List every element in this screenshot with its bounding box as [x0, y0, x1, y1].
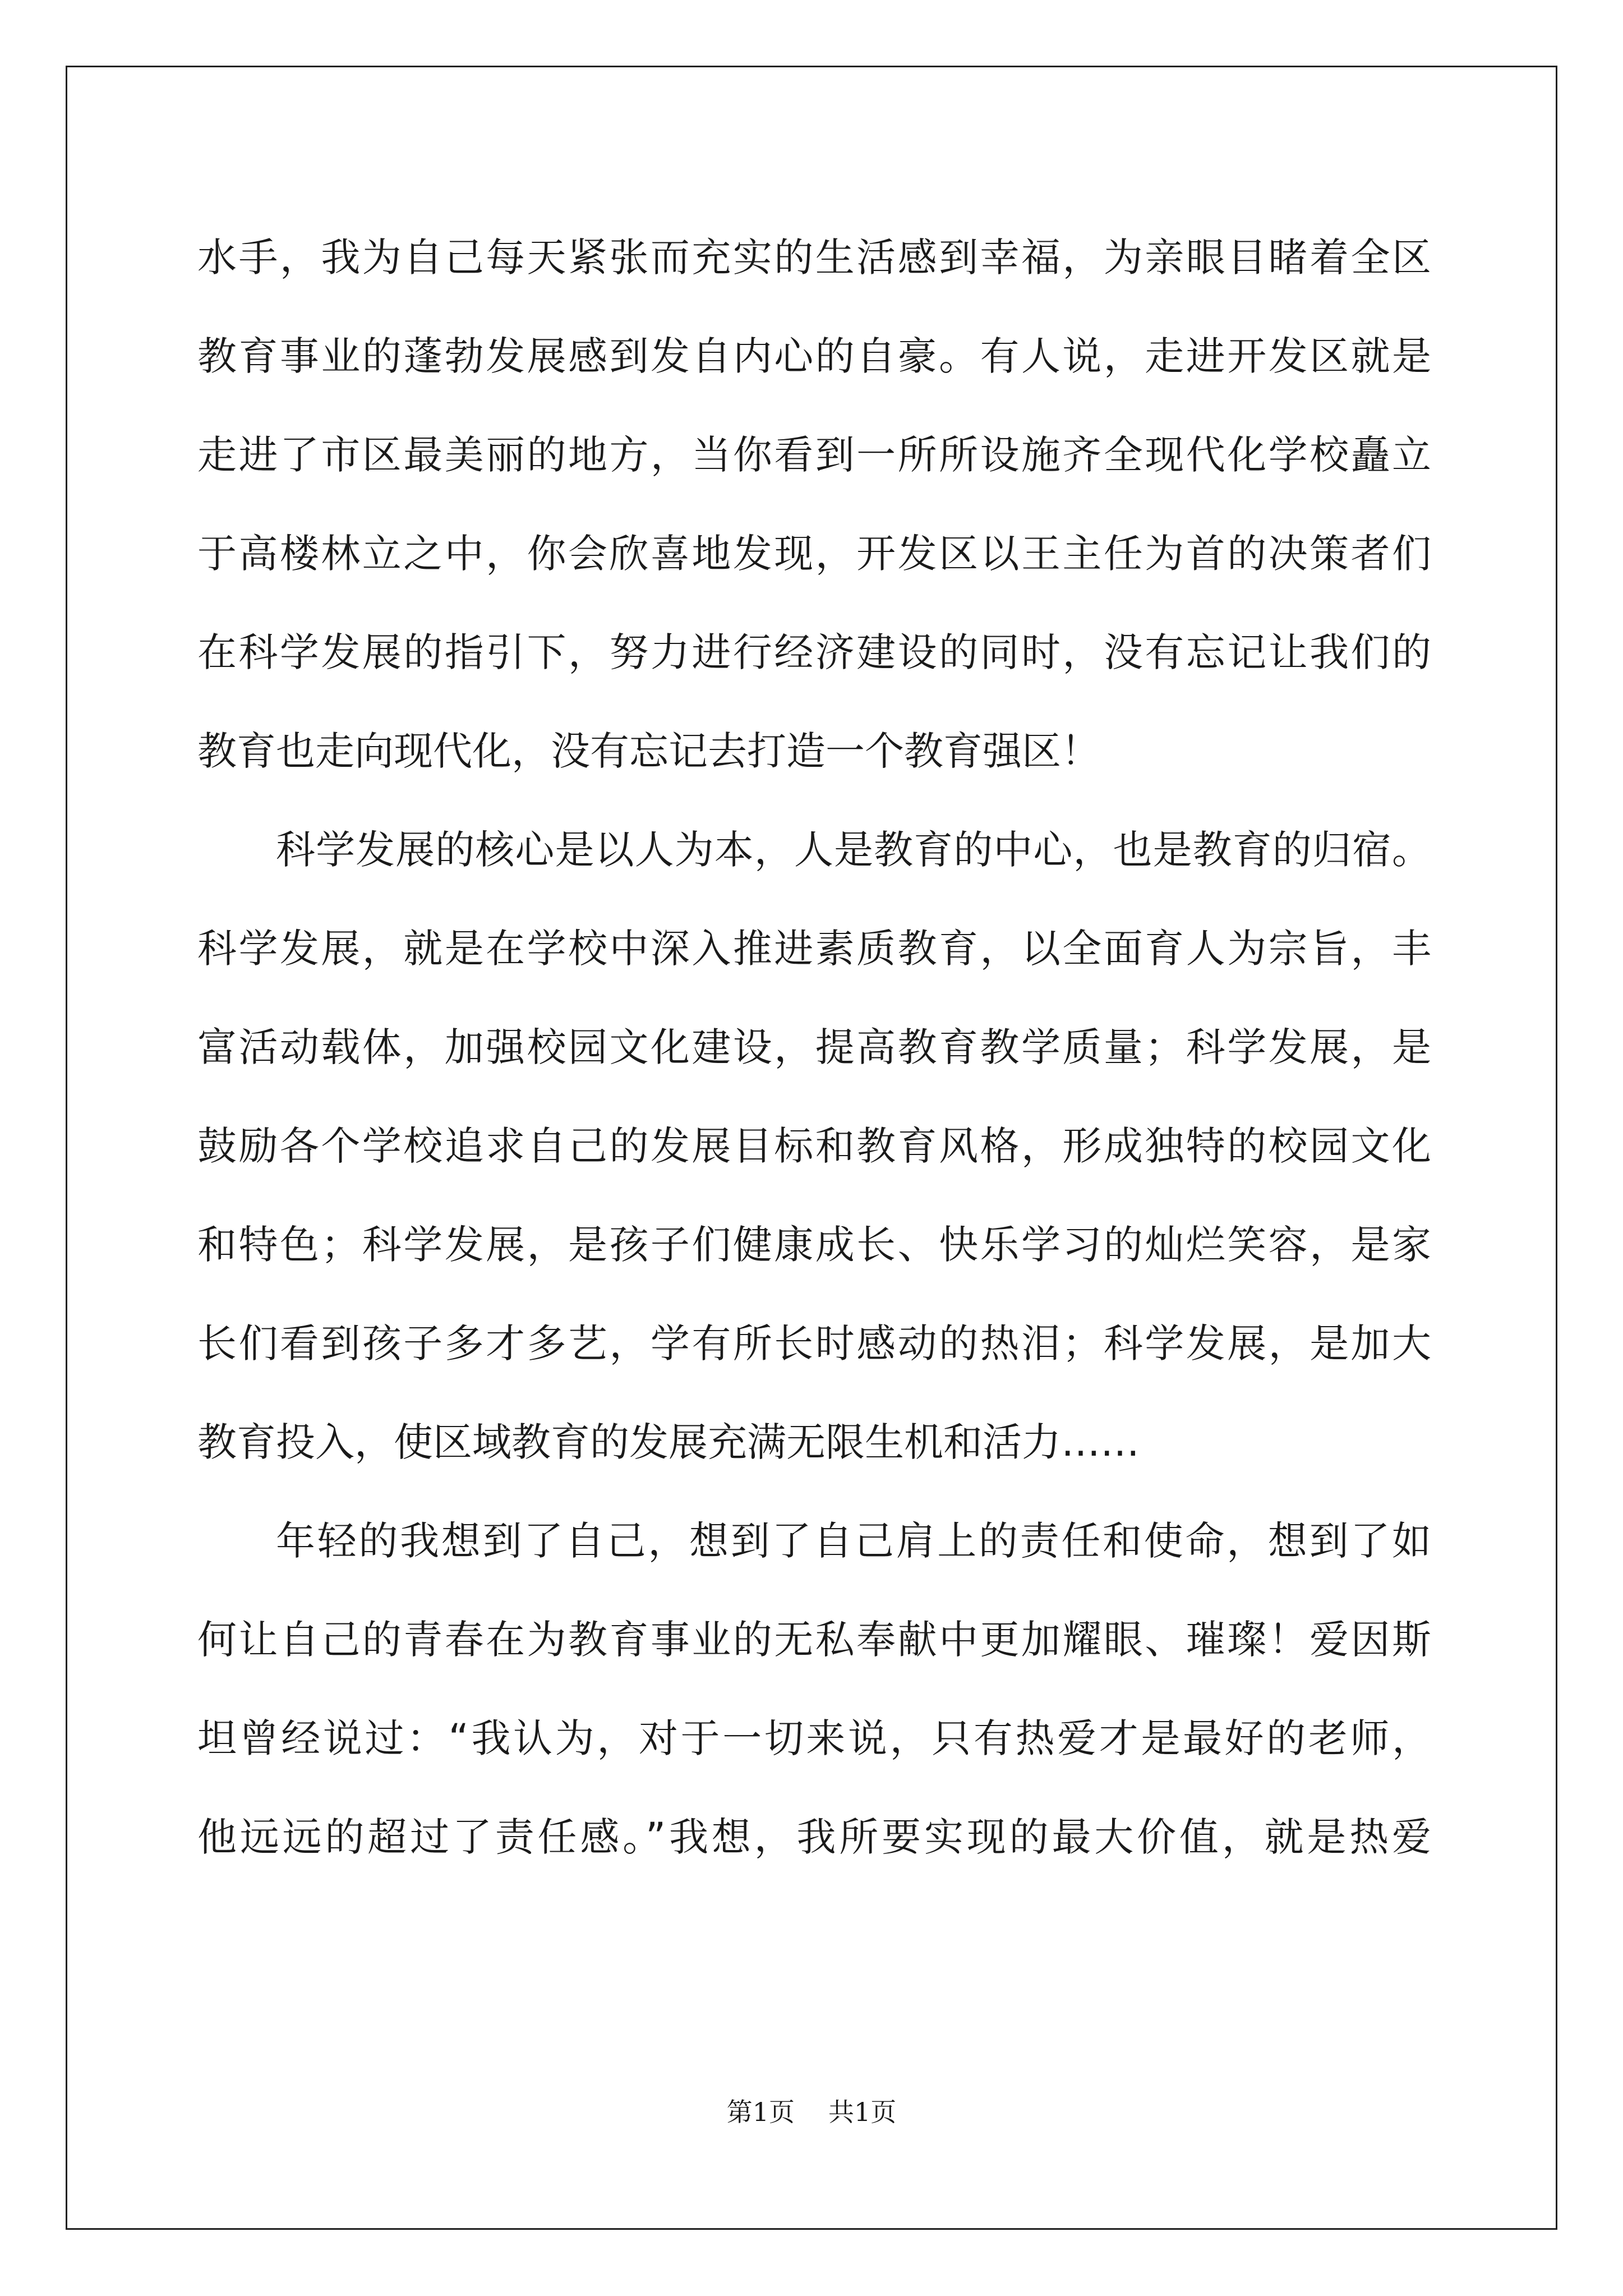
text-line-3: 走进了市区最美丽的地方，当你看到一所所设施齐全现代化学校矗立 [197, 432, 1431, 478]
page-footer [0, 2095, 1623, 2129]
text-line-1: 水手，我为自己每天紧张而充实的生活感到幸福，为亲眼目睹着全区 [197, 234, 1431, 280]
page-number: 第1页 [726, 2097, 795, 2127]
text-line-11: 和特色；科学发展，是孩子们健康成长、快乐学习的灿烂笑容，是家 [197, 1222, 1431, 1268]
text-line-5: 在科学发展的指引下，努力进行经济建设的同时，没有忘记让我们的 [197, 629, 1431, 675]
page-total: 共1页 [828, 2097, 897, 2127]
text-line-2: 教育事业的蓬勃发展感到发自内心的自豪。有人说，走进开发区就是 [197, 333, 1431, 379]
text-line-7: 科学发展的核心是以人为本，人是教育的中心，也是教育的归宿。 [276, 827, 1431, 873]
text-line-17: 他远远的超过了责任感。”我想，我所要实现的最大价值，就是热爱 [197, 1814, 1431, 1860]
text-line-15: 何让自己的青春在为教育事业的无私奉献中更加耀眼、璀璨！爱因斯 [197, 1617, 1431, 1663]
text-line-9: 富活动载体，加强校园文化建设，提高教育教学质量；科学发展，是 [197, 1024, 1431, 1070]
text-line-12: 长们看到孩子多才多艺，学有所长时感动的热泪；科学发展，是加大 [197, 1320, 1431, 1366]
text-line-6: 教育也走向现代化，没有忘记去打造一个教育强区！ [197, 728, 1100, 774]
text-line-14: 年轻的我想到了自己，想到了自己肩上的责任和使命，想到了如 [276, 1518, 1431, 1564]
text-line-8: 科学发展，就是在学校中深入推进素质教育，以全面育人为宗旨，丰 [197, 926, 1431, 972]
text-line-13: 教育投入，使区域教育的发展充满无限生机和活力…… [197, 1419, 1140, 1465]
text-line-10: 鼓励各个学校追求自己的发展目标和教育风格，形成独特的校园文化 [197, 1123, 1431, 1169]
text-line-4: 于高楼林立之中，你会欣喜地发现，开发区以王主任为首的决策者们 [197, 531, 1431, 577]
text-line-16: 坦曾经说过：“我认为，对于一切来说，只有热爱才是最好的老师， [197, 1715, 1431, 1761]
